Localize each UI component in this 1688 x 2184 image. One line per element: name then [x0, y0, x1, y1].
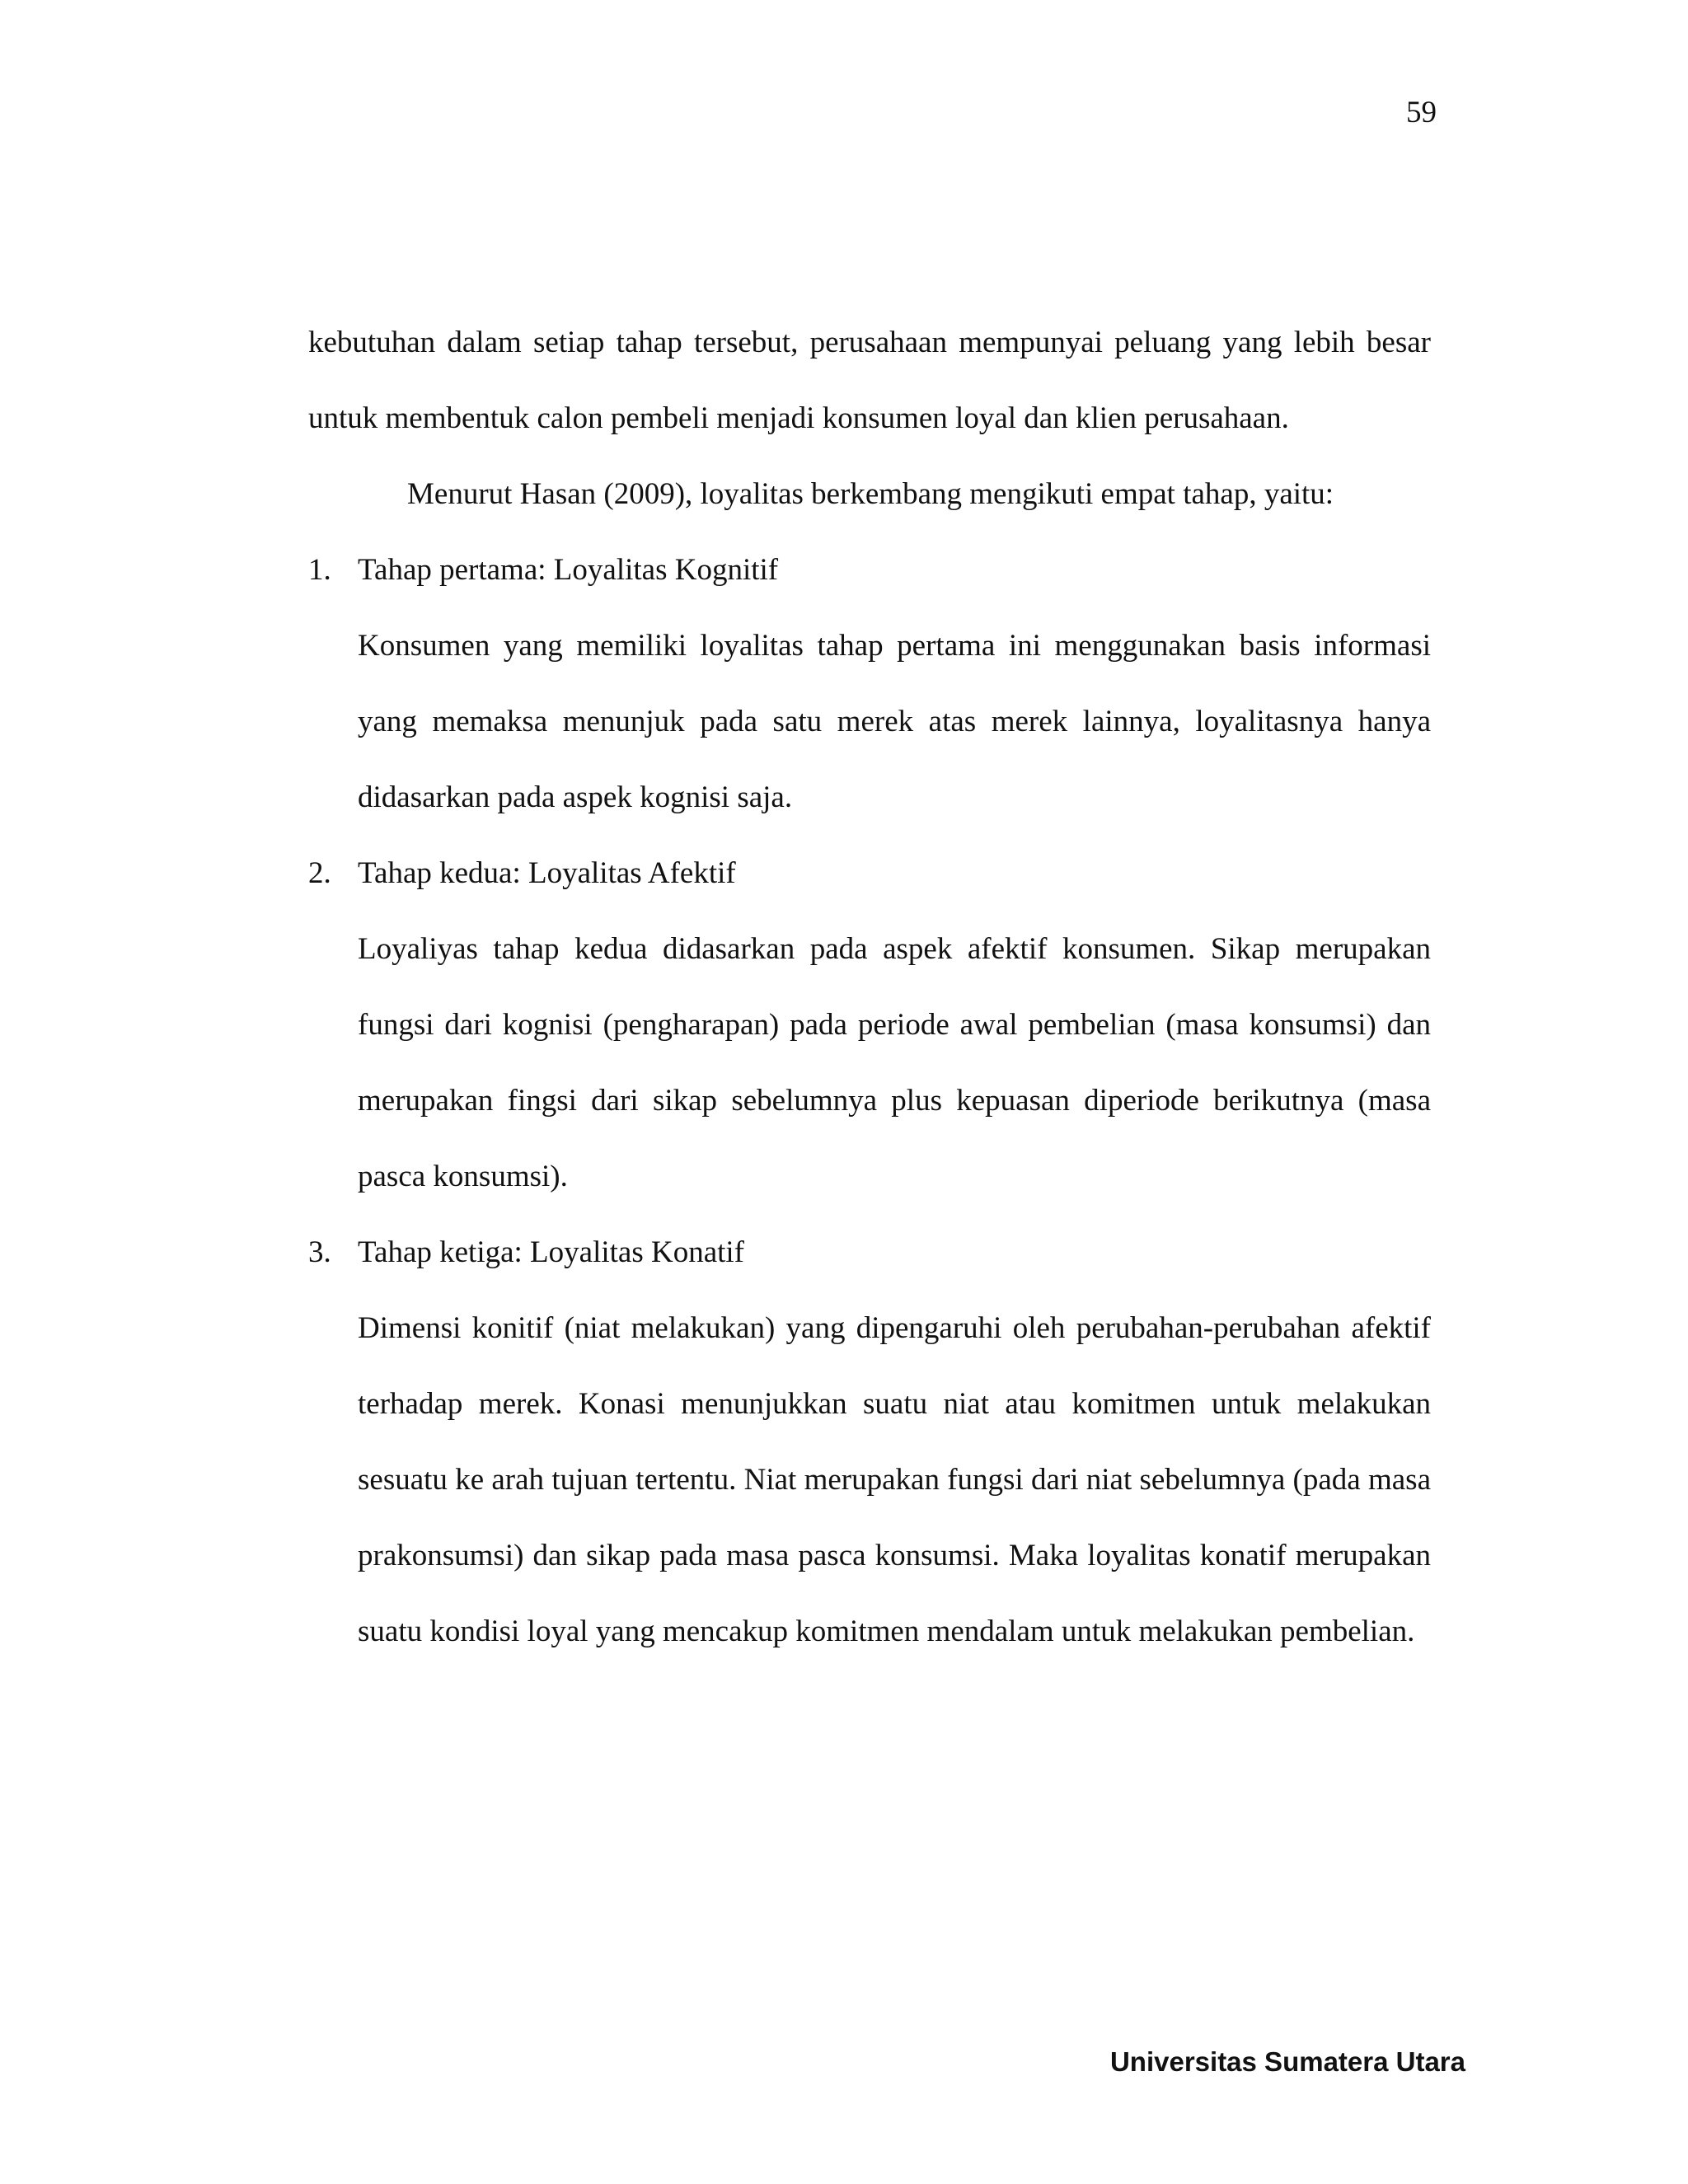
stage-heading: Tahap pertama: Loyalitas Kognitif — [358, 553, 779, 587]
university-footer: Universitas Sumatera Utara — [1109, 2046, 1465, 2077]
stage-heading: Tahap kedua: Loyalitas Afektif — [358, 856, 736, 890]
intro-paragraph: kebutuhan dalam setiap tahap tersebut, perusahaan mempunyai peluang yang lebih besar untuk membentuk calon pembeli menjadi konsumen loyal dan klien perusahaan. — [308, 326, 1431, 435]
list-number: 2. — [308, 856, 331, 890]
stage-heading: Tahap ketiga: Loyalitas Konatif — [358, 1235, 745, 1269]
list-item — [308, 532, 1431, 836]
document-body — [308, 305, 1431, 1670]
stage-list — [308, 532, 1431, 1670]
list-number: 3. — [308, 1235, 331, 1269]
page-number: 59 — [1406, 96, 1437, 129]
list-item — [308, 836, 1431, 1215]
lead-paragraph: Menurut Hasan (2009), loyalitas berkembang mengikuti empat tahap, yaitu: — [407, 477, 1334, 511]
list-number: 1. — [308, 553, 331, 587]
stage-text: Konsumen yang memiliki loyalitas tahap pertama ini menggunakan basis informasi yang memaksa menunjuk pada satu merek atas merek lainnya, loyalitasnya hanya didasarkan pada aspek kognisi saja. — [358, 629, 1431, 814]
stage-text: Dimensi konitif (niat melakukan) yang dipengaruhi oleh perubahan-perubahan afektif terhadap merek. Konasi menunjukkan suatu niat atau komitmen untuk melakukan sesuatu ke arah tujuan tertentu. Niat merupakan fungsi dari niat sebelumnya (pada masa prakonsumsi) dan sikap pada masa pasca konsumsi. Maka loyalitas konatif merupakan suatu kondisi loyal yang mencakup komitmen mendalam untuk melakukan pembelian. — [358, 1311, 1431, 1648]
list-item — [308, 1215, 1431, 1670]
stage-text: Loyaliyas tahap kedua didasarkan pada aspek afektif konsumen. Sikap merupakan fungsi dari kognisi (pengharapan) pada periode awal pembelian (masa konsumsi) dan merupakan fingsi dari sikap sebelumnya plus kepuasan diperiode berikutnya (masa pasca konsumsi). — [358, 932, 1431, 1193]
